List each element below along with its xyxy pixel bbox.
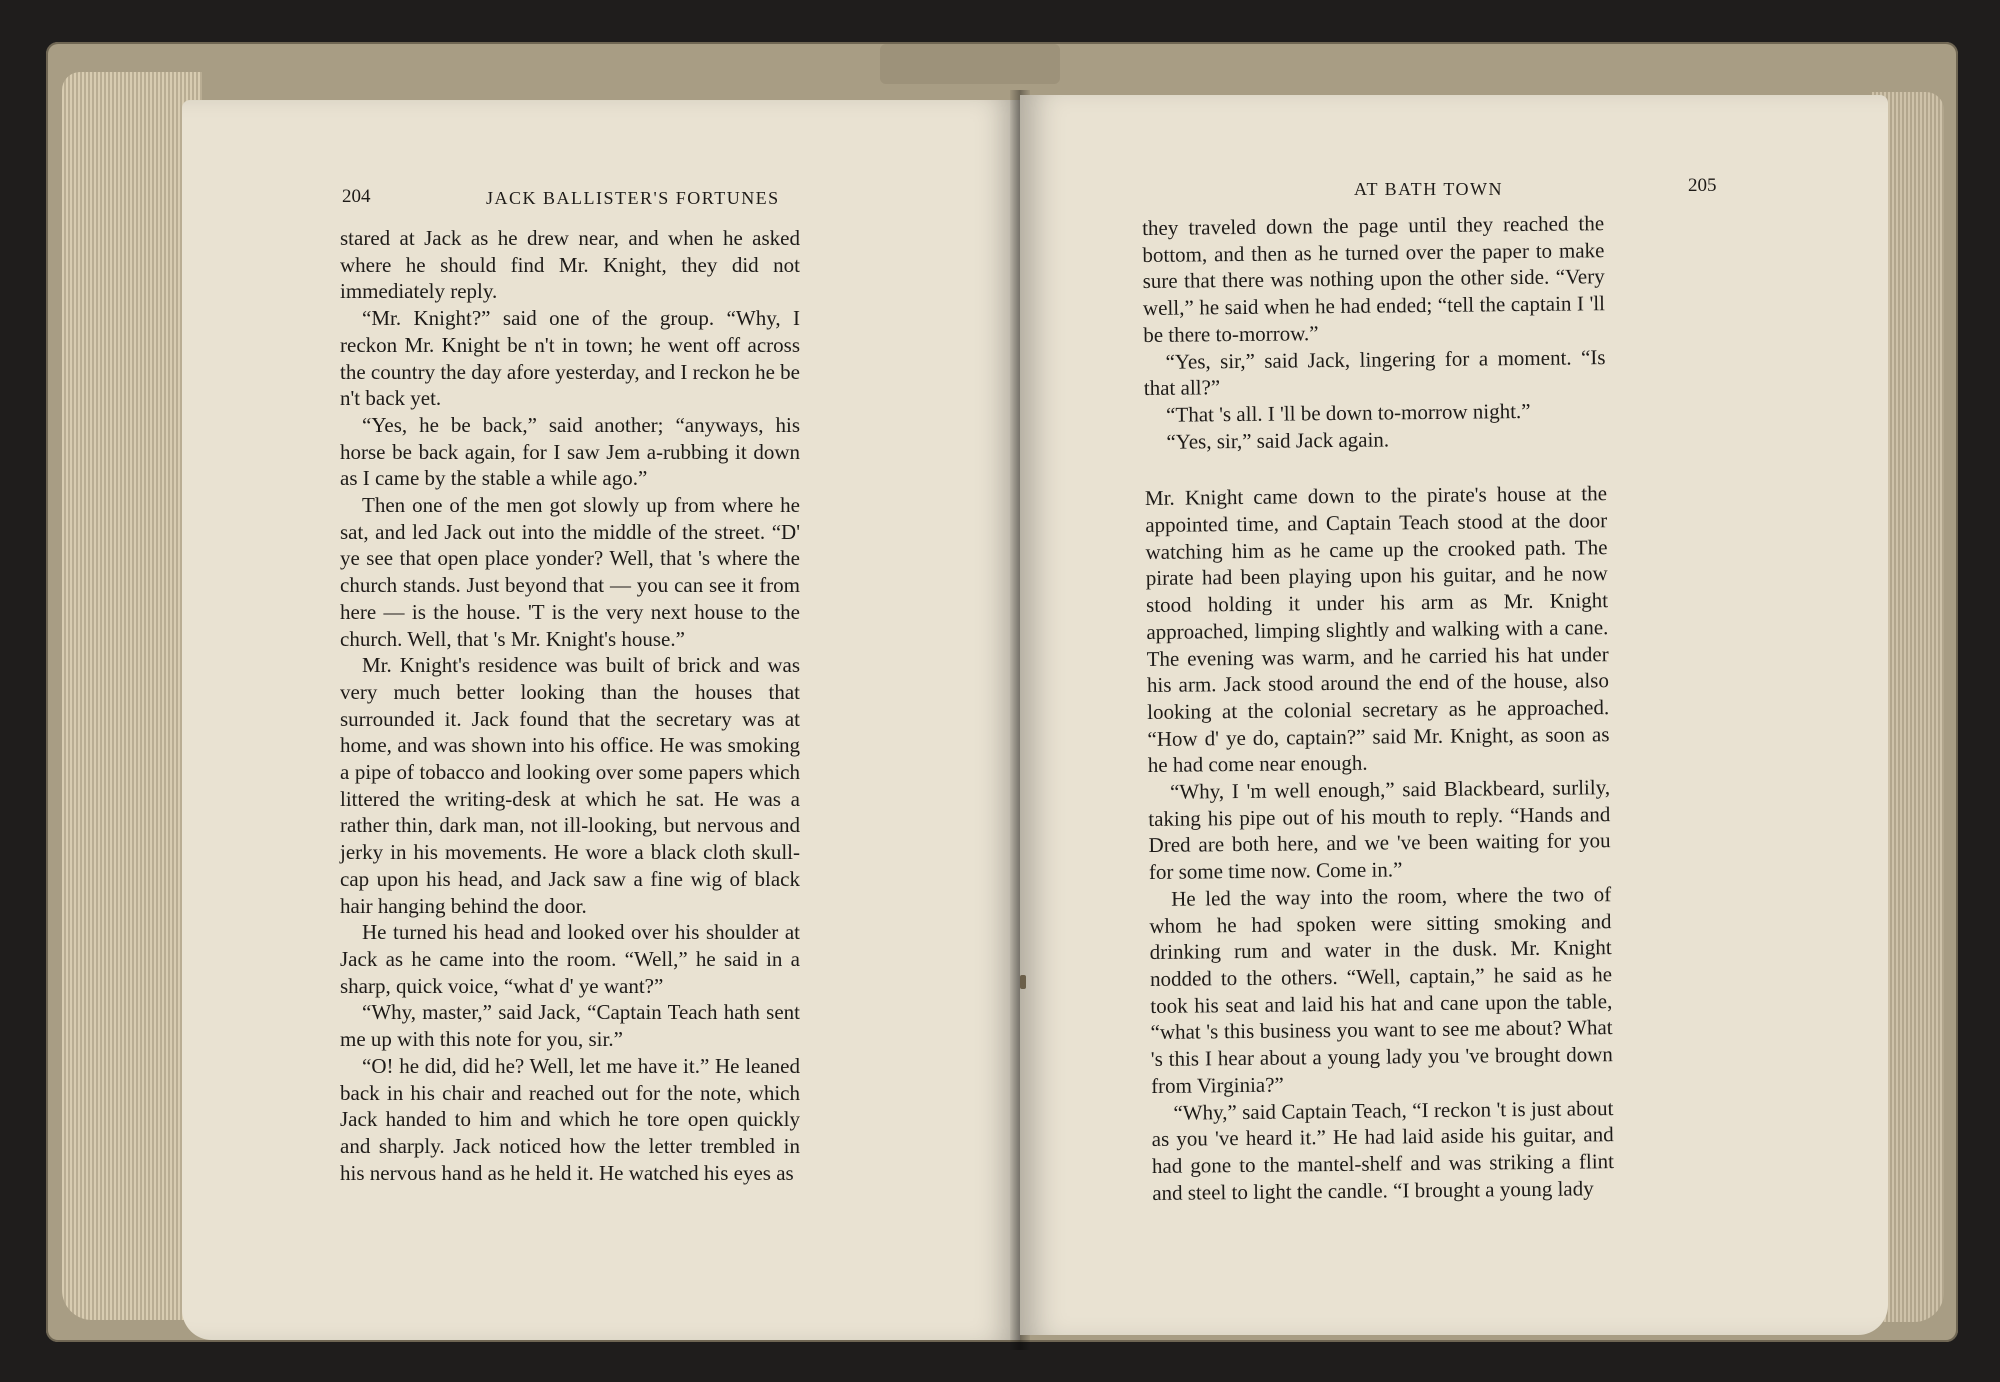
paragraph: they traveled down the page until they reached the bottom, and then as he turned over the paper to make sure that there was nothing upon the other side. “Very well,” he said when he had ended; “tell the captain I 'll be there to-morrow.” [1142, 211, 1606, 347]
paragraph: “O! he did, did he? Well, let me have it.” He leaned back in his chair and reached out for the note, which Jack handed to him and which he tore open quickly and sharply. Jack noticed how the letter trembled in his nervous hand as he held it. He watched his eyes as [340, 1053, 800, 1185]
paragraph: stared at Jack as he drew near, and when he asked where he should find Mr. Knight, they did not immediately reply. [340, 226, 800, 304]
running-head: AT BATH TOWN [1354, 179, 1504, 199]
paragraph: “Yes, sir,” said Jack, lingering for a moment. “Is that all?” [1143, 344, 1606, 401]
page-number: 205 [1688, 175, 1717, 196]
paragraph: “Yes, sir,” said Jack again. [1166, 427, 1390, 454]
paragraph: He led the way into the room, where the two of whom he had spoken were sitting smoking and drinking rum and water in the dusk. Mr. Knight nodded to the others. “Well, captain,” he said as he took his seat and laid his hat and cane upon the table, “what 's this business you want to see me about? What 's this I hear about a young lady you 've brought down from Virginia?” [1149, 882, 1613, 1098]
page-edges-left [62, 72, 202, 1320]
paragraph: “Why, master,” said Jack, “Captain Teach hath sent me up with this note for you, sir.” [340, 1000, 800, 1052]
book-spine [880, 44, 1060, 84]
paragraph: He turned his head and looked over his shoulder at Jack as he came into the room. “Well,” he said in a sharp, quick voice, “what d' ye want?” [340, 920, 800, 998]
paragraph: “Why, I 'm well enough,” said Blackbeard, surlily, taking his pipe out of his mouth to reply. “Hands and Dred are both here, and we 've been waiting for you for some time now. Come in.” [1148, 775, 1611, 885]
running-head: JACK BALLISTER'S FORTUNES [486, 188, 780, 208]
page-body [340, 225, 800, 1186]
paragraph: Mr. Knight came down to the pirate's house at the appointed time, and Captain Teach stood at the door watching him as he came up the crooked path. The pirate had been playing upon his guitar, and he now stood holding it under his arm as Mr. Knight approached, limping slightly and walking with a cane. The evening was warm, and he carried his hat under his arm. Jack stood around the end of the house, also looking at the colonial secretary as he approached. “How d' ye do, captain?” said Mr. Knight, as soon as he had come near enough. [1144, 481, 1610, 778]
right-page [1020, 95, 1888, 1335]
paragraph: “Why,” said Captain Teach, “I reckon 't is just about as you 've heard it.” He had laid aside his guitar, and had gone to the mantel-shelf and was striking a flint and steel to light the candle. “I brought a young lady [1151, 1095, 1615, 1205]
binding-thread-mark [1020, 975, 1026, 989]
paragraph: “Mr. Knight?” said one of the group. “Why, I reckon Mr. Knight be n't in town; he went off across the country the day afore yesterday, and I reckon he be n't back yet. [340, 306, 800, 411]
page-number: 204 [342, 186, 371, 207]
page-body [1142, 210, 1614, 1206]
left-page [182, 100, 1020, 1340]
paragraph: “That 's all. I 'll be down to-morrow night.” [1165, 398, 1531, 427]
paragraph: Mr. Knight's residence was built of brick and was very much better looking than the houses that surrounded it. Jack found that the secretary was at home, and was shown into his office. He was smoking a pipe of tobacco and looking over some papers which littered the writing-desk at which he sat. He was a rather thin, dark man, not ill-looking, but nervous and jerky in his movements. He wore a black cloth skull-cap upon his head, and Jack saw a fine wig of black hair hanging behind the door. [340, 653, 800, 918]
paragraph: Then one of the men got slowly up from where he sat, and led Jack out into the middle of the street. “D' ye see that open place yonder? Well, that 's where the church stands. Just beyond that — you can see it from here — is the house. 'T is the very next house to the church. Well, that 's Mr. Knight's house.” [340, 493, 800, 651]
paragraph: “Yes, he be back,” said another; “anyways, his horse be back again, for I saw Jem a-rubbing it down as I came by the stable a while ago.” [340, 412, 800, 491]
